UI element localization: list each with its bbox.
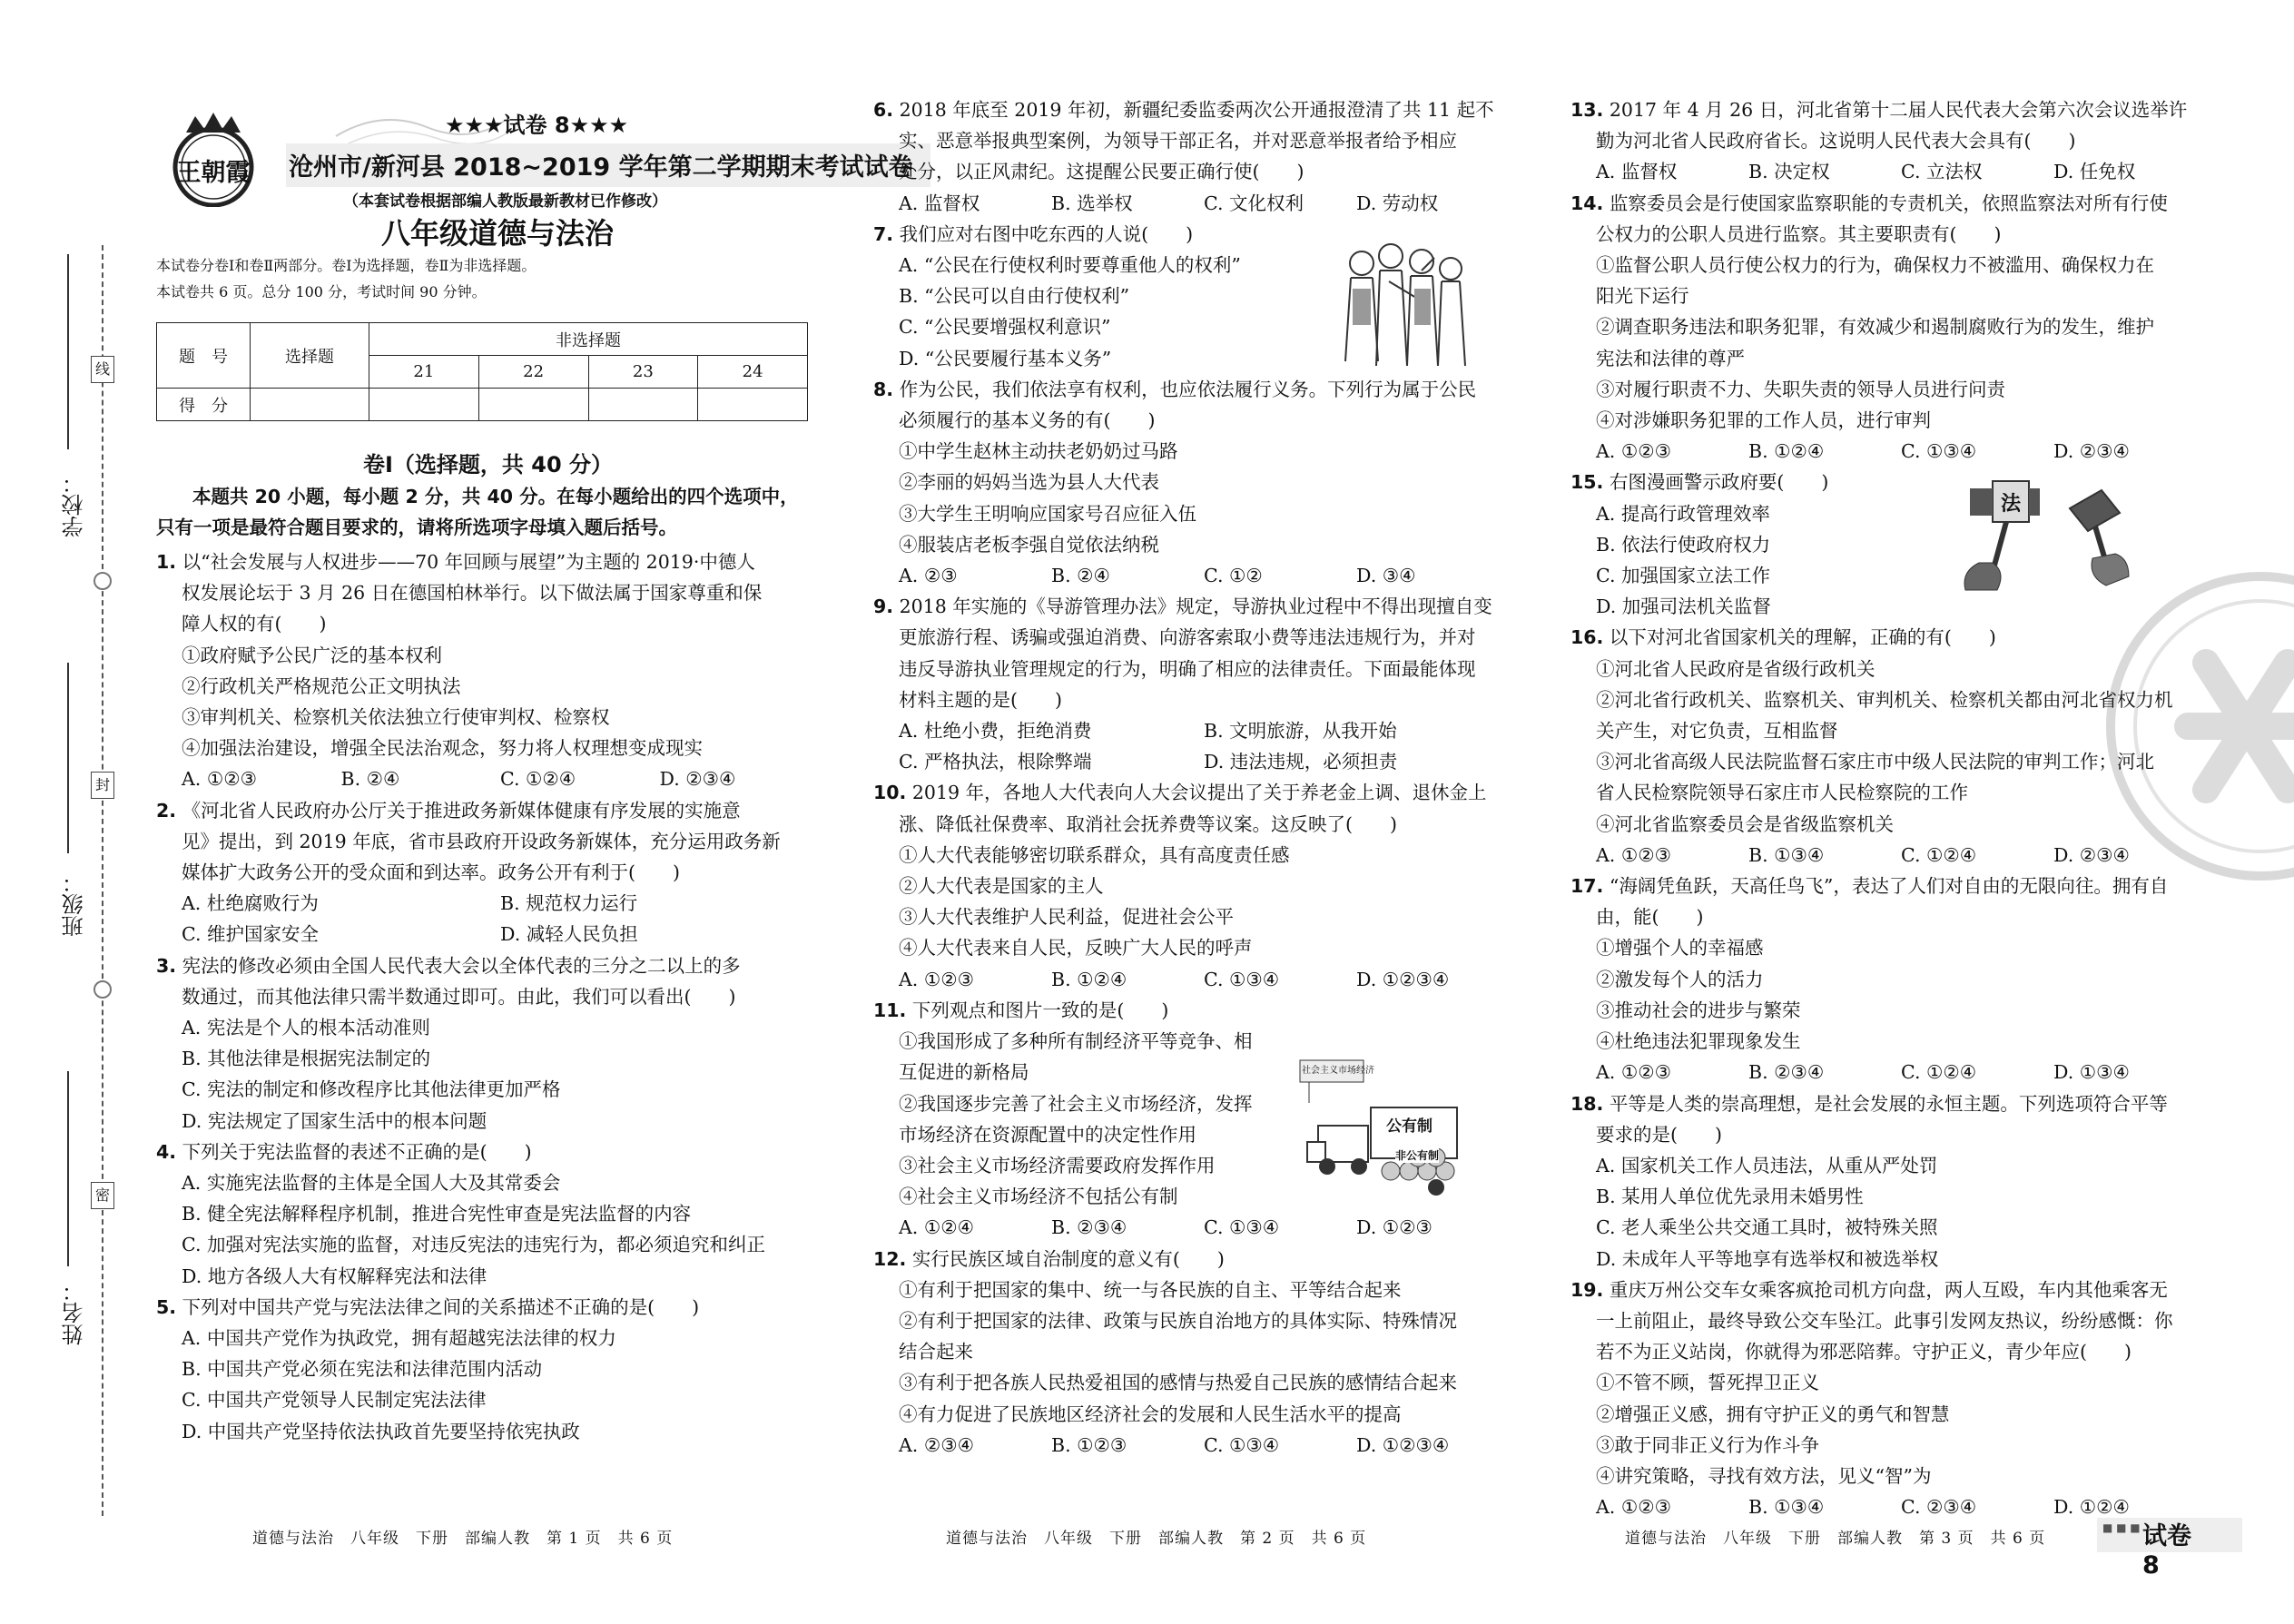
question-1 (156, 546, 819, 795)
score-row-label: 得 分 (157, 389, 251, 421)
option-c[interactable]: C. 中国共产党领导人民制定宪法法律 (182, 1389, 487, 1412)
option-d[interactable]: D. 地方各级人大有权解释宪法和法律 (182, 1265, 487, 1287)
exam-title: 沧州市/新河县 2018~2019 学年第二学期期末考试试卷 (289, 153, 913, 182)
option-c[interactable]: C. 文化权利 (1204, 192, 1304, 214)
option-c[interactable]: C. ①②④ (500, 768, 576, 791)
statement: ①河北省人民政府是省级行政机关 (1596, 657, 1876, 680)
question-number: 9. (873, 595, 894, 618)
question-number: 7. (873, 222, 894, 245)
question-number: 2. (156, 799, 177, 822)
statement: ②河北省行政机关、监察机关、审判机关、检察机关都由河北省权力机 (1596, 688, 2173, 711)
question-5 (156, 1292, 819, 1447)
class-label: 班级： (62, 871, 87, 937)
binding-mark-seal: 封 (91, 772, 114, 799)
statement: 省人民检察院领导石家庄市人民检察院的工作 (1596, 782, 1968, 804)
statement: ③推动社会的进步与繁荣 (1596, 999, 1801, 1021)
score-cell[interactable] (698, 389, 808, 421)
question-2 (156, 795, 819, 950)
option-b[interactable]: B. ①③④ (1748, 843, 1825, 866)
exam-note-1: 本试卷分卷Ⅰ和卷Ⅱ两部分。卷Ⅰ为选择题，卷Ⅱ为非选择题。 (156, 257, 537, 274)
option-d[interactable]: D. “公民要履行基本义务” (899, 347, 1112, 369)
statement: 互促进的新格局 (899, 1061, 1029, 1084)
question-text: 我们应对右图中吃东西的人说( ) (899, 222, 1194, 245)
question-4 (156, 1137, 819, 1292)
statement: ③社会主义市场经济需要政府发挥作用 (899, 1154, 1216, 1176)
question-number: 3. (156, 954, 177, 977)
option-a[interactable]: A. 中国共产党作为执政党，拥有超越宪法法律的权力 (182, 1327, 616, 1350)
question-15 (1570, 467, 2206, 622)
question-text: 由，能( ) (1596, 906, 1704, 929)
cut-line (102, 245, 103, 1516)
option-c[interactable]: C. 严格执法，根除弊端 (899, 751, 1092, 773)
score-col-21: 21 (369, 356, 479, 389)
question-number: 18. (1570, 1092, 1604, 1115)
option-a[interactable]: A. 监督权 (899, 192, 980, 214)
binding-hole (94, 980, 112, 999)
option-d[interactable]: D. ②③④ (2053, 440, 2130, 463)
statement: ④杜绝违法犯罪现象发生 (1596, 1030, 1801, 1053)
statement: ④对涉嫌职务犯罪的工作人员，进行审判 (1596, 409, 1931, 432)
statement: 阳光下运行 (1596, 285, 1689, 308)
question-11 (873, 995, 1509, 1244)
option-a[interactable]: A. 杜绝腐败行为 (182, 892, 319, 915)
option-d[interactable]: D. ①②④ (2053, 1496, 2130, 1519)
score-cell[interactable] (588, 389, 698, 421)
question-number: 11. (873, 999, 907, 1021)
question-text: 以下对河北省国家机关的理解，正确的有( ) (1609, 626, 1996, 649)
statement: ④河北省监察委员会是省级监察机关 (1596, 812, 1894, 835)
question-text: 一上前阻止，最终导致公交车坠江。此事引发网友热议，纷纷感慨：你 (1596, 1309, 2173, 1332)
question-text: 若不为正义站岗，你就得为邪恶陪葬。守护正义，青少年应( ) (1596, 1341, 2132, 1363)
question-number: 19. (1570, 1278, 1604, 1301)
statement: ①不管不顾，誓死捍卫正义 (1596, 1372, 1819, 1394)
page-column-2 (873, 0, 1509, 1624)
option-c[interactable]: C. ①③④ (1204, 1433, 1280, 1456)
option-b[interactable]: B. 文明旅游，从我开始 (1204, 720, 1397, 743)
option-c[interactable]: C. ②③④ (1901, 1496, 1977, 1519)
score-col-24: 24 (698, 356, 808, 389)
question-text: 平等是人类的崇高理想，是社会发展的永恒主题。下列选项符合平等 (1609, 1092, 2168, 1115)
statement: ④加强法治建设，增强全民法治观念，努力将人权理想变成现实 (182, 737, 703, 760)
option-d[interactable]: D. 中国共产党坚持依法执政首先要坚持依宪执政 (182, 1420, 580, 1442)
option-b[interactable]: B. 中国共产党必须在宪法和法律范围内活动 (182, 1358, 543, 1381)
question-text: 勤为河北省人民政府省长。这说明人民代表大会具有( ) (1596, 130, 2076, 153)
option-a[interactable]: A. ②③④ (899, 1433, 974, 1456)
question-text: “海阔凭鱼跃，天高任鸟飞”，表达了人们对自由的无限向往。拥有自 (1609, 875, 2169, 898)
option-a[interactable]: A. ①②③ (899, 968, 974, 990)
option-d[interactable]: D. 宪法规定了国家生活中的根本问题 (182, 1109, 487, 1132)
question-14 (1570, 188, 2206, 468)
question-13 (1570, 94, 2206, 188)
option-c[interactable]: C. 老人乘坐公共交通工具时，被特殊关照 (1596, 1216, 1938, 1239)
statement: ①政府赋予公民广泛的基本权利 (182, 644, 442, 666)
option-c[interactable]: C. ①③④ (1901, 440, 1977, 463)
statement: ②激发每个人的活力 (1596, 968, 1764, 990)
question-text: 处分，以正风肃纪。这提醒公民要正确行使( ) (899, 161, 1305, 183)
score-table (156, 322, 808, 421)
statement: ②人大代表是国家的主人 (899, 875, 1104, 898)
score-col-22: 22 (478, 356, 588, 389)
page-footer-2: 道德与法治 八年级 下册 部编人教 第 2 页 共 6 页 (946, 1530, 1367, 1548)
score-cell[interactable] (478, 389, 588, 421)
statement: ①中学生赵林主动扶老奶奶过马路 (899, 440, 1178, 463)
binding-hole (94, 572, 112, 590)
statement: ③有利于把各族人民热爱祖国的感情与热爱自己民族的感情结合起来 (899, 1372, 1457, 1394)
option-c[interactable]: C. ①② (1204, 565, 1263, 587)
question-7 (873, 219, 1509, 374)
option-a[interactable]: A. ①②③ (1596, 1496, 1671, 1519)
option-b[interactable]: B. 选举权 (1051, 192, 1133, 214)
option-d[interactable]: D. ②③④ (659, 768, 736, 791)
option-b[interactable]: B. “公民可以自由行使权利” (899, 285, 1130, 308)
statement: ③人大代表维护人民利益，促进社会公平 (899, 906, 1234, 929)
question-text: 下列观点和图片一致的是( ) (911, 999, 1169, 1021)
name-write-line (67, 1071, 69, 1266)
question-text: 2018 年底至 2019 年初，新疆纪委监委两次公开通报澄清了共 11 起不 (899, 99, 1494, 121)
hammer-label: 法 (2001, 492, 2022, 516)
exam-note-2: 本试卷共 6 页。总分 100 分，考试时间 90 分钟。 (156, 283, 487, 300)
name-label: 姓名： (62, 1280, 87, 1345)
question-number: 16. (1570, 626, 1604, 649)
option-c[interactable]: C. ①②④ (1901, 1061, 1977, 1084)
statement: ②行政机关严格规范公正文明执法 (182, 674, 461, 697)
question-text: 下列对中国共产党与宪法法律之间的关系描述不正确的是( ) (182, 1295, 700, 1318)
score-header-number: 题 号 (157, 323, 251, 389)
question-text: 违反导游执业管理规定的行为，明确了相应的法律责任。下面最能体现 (899, 657, 1476, 680)
class-write-line (67, 663, 69, 853)
option-d[interactable]: D. 违法违规，必须担责 (1204, 751, 1398, 773)
statement: ②有利于把国家的法律、政策与民族自治地方的具体实际、特殊情况 (899, 1309, 1457, 1332)
statement: 关产生，对它负责，互相监督 (1596, 720, 1838, 743)
question-list-1 (156, 546, 819, 1447)
option-a[interactable]: A. 监督权 (1596, 161, 1678, 183)
logo-text: 王朝霞 (176, 159, 251, 187)
option-d[interactable]: D. 任免权 (2053, 161, 2136, 183)
question-text: 公权力的公职人员进行监察。其主要职责有( ) (1596, 222, 2002, 245)
question-text: 数通过，而其他法律只需半数通过即可。由此，我们可以看出( ) (182, 985, 736, 1008)
question-text: 必须履行的基本义务的有( ) (899, 409, 1156, 432)
statement: ②我国逐步完善了社会主义市场经济，发挥 (899, 1092, 1253, 1115)
option-a[interactable]: A. ②③ (899, 565, 958, 587)
question-text: 右图漫画警示政府要( ) (1609, 471, 1829, 494)
option-b[interactable]: B. ①②④ (1051, 968, 1127, 990)
question-number: 14. (1570, 192, 1604, 214)
question-text: 实、恶意举报典型案例，为领导干部正名，并对恶意举报者给予相应 (899, 130, 1457, 153)
question-number: 5. (156, 1295, 177, 1318)
option-c[interactable]: C. 加强对宪法实施的监督，对违反宪法的违宪行为，都必须追究和纠正 (182, 1234, 765, 1256)
option-a[interactable]: A. 宪法是个人的根本活动准则 (182, 1017, 430, 1039)
question-10 (873, 777, 1509, 994)
option-a[interactable]: A. ①②③ (182, 768, 257, 791)
statement: 结合起来 (899, 1341, 973, 1363)
question-text: 宪法的修改必须由全国人民代表大会以全体代表的三分之二以上的多 (182, 954, 741, 977)
option-b[interactable]: B. ②④ (1051, 565, 1110, 587)
statement: ③审判机关、检察机关依法独立行使审判权、检察权 (182, 706, 610, 729)
option-b[interactable]: B. ①③④ (1748, 1496, 1825, 1519)
truck-sign-market: 社会主义市场经济 (1302, 1066, 1374, 1076)
option-b[interactable]: B. 规范权力运行 (500, 892, 638, 915)
statement: ①人大代表能够密切联系群众，具有高度责任感 (899, 843, 1290, 866)
question-number: 8. (873, 378, 894, 400)
question-6 (873, 94, 1509, 219)
question-text: 2019 年，各地人大代表向人大会议提出了关于养老金上调、退休金上 (911, 782, 1487, 804)
option-b[interactable]: B. 依法行使政府权力 (1596, 533, 1771, 556)
binding-mark-line: 线 (91, 356, 114, 383)
statement: ④人大代表来自人民，反映广大人民的呼声 (899, 937, 1253, 960)
badge-dots-icon: ■ ■ ■ (2102, 1521, 2141, 1534)
option-b[interactable]: B. ②③④ (1748, 1061, 1825, 1084)
statement: ④有力促进了民族地区经济社会的发展和人民生活水平的提高 (899, 1403, 1402, 1425)
question-17 (1570, 871, 2206, 1088)
question-number: 17. (1570, 875, 1604, 898)
statement: ①有利于把国家的集中、统一与各民族的自主、平等结合起来 (899, 1278, 1402, 1301)
question-text: 要求的是( ) (1596, 1123, 1722, 1146)
page-footer-3: 道德与法治 八年级 下册 部编人教 第 3 页 共 6 页 (1625, 1530, 2046, 1548)
question-12 (873, 1244, 1509, 1461)
statement: ②增强正义感，拥有守护正义的勇气和智慧 (1596, 1403, 1950, 1425)
option-a[interactable]: A. ①②④ (899, 1216, 974, 1239)
option-d[interactable]: D. ②③④ (2053, 843, 2130, 866)
school-write-line (67, 254, 69, 449)
question-list-2 (873, 94, 1509, 1461)
statement: ③敢于同非正义行为作斗争 (1596, 1433, 1819, 1456)
section-intro: 本题共 20 小题，每小题 2 分，共 40 分。在每小题给出的四个选项中，只有一项是最符合题目要求的，请将所选项字母填入题后括号。 (156, 486, 799, 538)
score-cell[interactable] (251, 389, 369, 421)
statement: ④服装店老板李强自觉依法纳税 (899, 533, 1159, 556)
option-a[interactable]: A. ①②③ (1596, 1061, 1671, 1084)
question-text: 见》提出，到 2019 年底，省市县政府开设政务新媒体，充分运用政务新 (182, 830, 781, 852)
option-a[interactable]: A. “公民在行使权利时要尊重他人的权利” (899, 254, 1241, 277)
question-text: 下列关于宪法监督的表述不正确的是( ) (182, 1140, 532, 1163)
section-title: 卷Ⅰ（选择题，共 40 分） (363, 452, 614, 477)
option-d[interactable]: D. 加强司法机关监督 (1596, 595, 1771, 618)
question-19 (1570, 1275, 2206, 1523)
question-number: 4. (156, 1140, 177, 1163)
question-text: 更旅游行程、诱骗或强迫消费、向游客索取小费等违法违规行为，并对 (899, 626, 1476, 649)
statement: ④社会主义市场经济不包括公有制 (899, 1186, 1178, 1208)
option-a[interactable]: A. 实施宪法监督的主体是全国人大及其常委会 (182, 1172, 561, 1195)
exam-badge: 试卷 8 (2142, 1522, 2191, 1580)
exam-subtitle: （本套试卷根据部编人教版最新教材已作修改） (343, 192, 667, 211)
option-b[interactable]: B. ②③④ (1051, 1216, 1127, 1239)
option-b[interactable]: B. 健全宪法解释程序机制，推进合宪性审查是宪法监督的内容 (182, 1203, 692, 1225)
score-header-choice: 选择题 (251, 323, 369, 389)
question-text: 重庆万州公交车女乘客疯抢司机方向盘，两人互殴，车内其他乘客无 (1609, 1278, 2168, 1301)
question-number: 10. (873, 782, 907, 804)
page-column-3 (1570, 0, 2206, 1624)
option-a[interactable]: A. 提高行政管理效率 (1596, 502, 1770, 525)
question-text: 材料主题的是( ) (899, 688, 1062, 711)
option-d[interactable]: D. ③④ (1356, 565, 1416, 587)
statement: ③大学生王明响应国家号召应征入伍 (899, 502, 1196, 525)
option-b[interactable]: B. ①②③ (1051, 1433, 1127, 1456)
statement: 宪法和法律的尊严 (1596, 347, 1745, 369)
question-number: 12. (873, 1247, 907, 1270)
binding-strip (0, 0, 150, 1624)
option-c[interactable]: C. “公民要增强权利意识” (899, 316, 1111, 339)
score-col-23: 23 (588, 356, 698, 389)
option-d[interactable]: D. ①②③ (1356, 1216, 1433, 1239)
option-d[interactable]: D. 劳动权 (1356, 192, 1439, 214)
statement: ①增强个人的幸福感 (1596, 937, 1764, 960)
question-number: 6. (873, 99, 894, 121)
question-list-3 (1570, 94, 2206, 1522)
question-text: 以“社会发展与人权进步——70 年回顾与展望”为主题的 2019·中德人 (182, 551, 755, 573)
option-d[interactable]: D. ①③④ (2053, 1061, 2130, 1084)
statement: ②李丽的妈妈当选为县人大代表 (899, 471, 1159, 494)
statement: ③河北省高级人民法院监督石家庄市中级人民法院的审判工作；河北 (1596, 751, 2154, 773)
option-a[interactable]: A. ①②③ (1596, 440, 1671, 463)
question-text: 媒体扩大政务公开的受众面和到达率。政务公开有利于( ) (182, 861, 680, 884)
statement: ②调查职务违法和职务犯罪，有效减少和遏制腐败行为的发生，维护 (1596, 316, 2154, 339)
option-b[interactable]: B. 决定权 (1748, 161, 1830, 183)
statement: ③对履行职责不力、失职失责的领导人员进行问责 (1596, 378, 2005, 400)
statement: ①我国形成了多种所有制经济平等竞争、相 (899, 1030, 1253, 1053)
question-3 (156, 950, 819, 1137)
question-18 (1570, 1088, 2206, 1275)
option-d[interactable]: D. 减轻人民负担 (500, 923, 638, 946)
question-number: 13. (1570, 99, 1604, 121)
question-text: 监察委员会是行使国家监察职能的专责机关，依照监察法对所有行使 (1609, 192, 2168, 214)
option-d[interactable]: D. ①②③④ (1356, 968, 1450, 990)
option-b[interactable]: B. 某用人单位优先录用未婚男性 (1596, 1186, 1864, 1208)
question-text: 障人权的有( ) (182, 613, 327, 635)
question-text: 2018 年实施的《导游管理办法》规定，导游执业过程中不得出现擅自变 (899, 595, 1492, 618)
binding-mark-secret: 密 (91, 1182, 114, 1209)
question-text: 2017 年 4 月 26 日，河北省第十二届人民代表大会第六次会议选举许 (1609, 99, 2188, 121)
option-b[interactable]: B. 其他法律是根据宪法制定的 (182, 1048, 431, 1070)
option-c[interactable]: C. 维护国家安全 (182, 923, 319, 946)
question-text: 涨、降低社保费率、取消社会抚养费等议案。这反映了( ) (899, 812, 1397, 835)
question-number: 1. (156, 551, 177, 573)
question-16 (1570, 622, 2206, 871)
option-d[interactable]: D. ①②③④ (1356, 1433, 1450, 1456)
option-c[interactable]: C. ①③④ (1204, 968, 1280, 990)
option-c[interactable]: C. ①②④ (1901, 843, 1977, 866)
page-footer-1: 道德与法治 八年级 下册 部编人教 第 1 页 共 6 页 (252, 1530, 674, 1548)
truck-label-nonpublic: 非公有制 (1395, 1149, 1440, 1162)
truck-label-public: 公有制 (1386, 1117, 1433, 1136)
option-c[interactable]: C. ①③④ (1204, 1216, 1280, 1239)
school-label: 学校： (62, 472, 87, 537)
option-a[interactable]: A. 杜绝小费，拒绝消费 (899, 720, 1092, 743)
series-title: ★★★试卷 8★★★ (445, 113, 629, 138)
subject-title: 八年级道德与法治 (381, 216, 615, 251)
score-header-nonchoice: 非选择题 (369, 323, 808, 356)
option-c[interactable]: C. 加强国家立法工作 (1596, 565, 1770, 587)
option-b[interactable]: B. ①②④ (1748, 440, 1825, 463)
score-cell[interactable] (369, 389, 479, 421)
statement: ①监督公职人员行使公权力的行为，确保权力不被滥用、确保权力在 (1596, 254, 2154, 277)
option-a[interactable]: A. ①②③ (1596, 843, 1671, 866)
question-text: 《河北省人民政府办公厅关于推进政务新媒体健康有序发展的实施意 (182, 799, 741, 822)
question-text: 权发展论坛于 3 月 26 日在德国柏林举行。以下做法属于国家尊重和保 (182, 582, 763, 605)
option-d[interactable]: D. 未成年人平等地享有选举权和被选举权 (1596, 1247, 1939, 1270)
statement: 市场经济在资源配置中的决定性作用 (899, 1123, 1196, 1146)
question-9 (873, 591, 1509, 777)
option-c[interactable]: C. 立法权 (1901, 161, 1983, 183)
statement: ④讲究策略，寻找有效方法，见义“智”为 (1596, 1464, 1932, 1487)
question-text: 实行民族区域自治制度的意义有( ) (911, 1247, 1225, 1270)
logo (163, 107, 263, 207)
option-c[interactable]: C. 宪法的制定和修改程序比其他法律更加严格 (182, 1078, 561, 1101)
option-b[interactable]: B. ②④ (340, 768, 400, 791)
question-number: 15. (1570, 471, 1604, 494)
question-8 (873, 374, 1509, 591)
question-text: 作为公民，我们依法享有权利，也应依法履行义务。下列行为属于公民 (899, 378, 1477, 400)
option-a[interactable]: A. 国家机关工作人员违法，从重从严处罚 (1596, 1154, 1938, 1176)
